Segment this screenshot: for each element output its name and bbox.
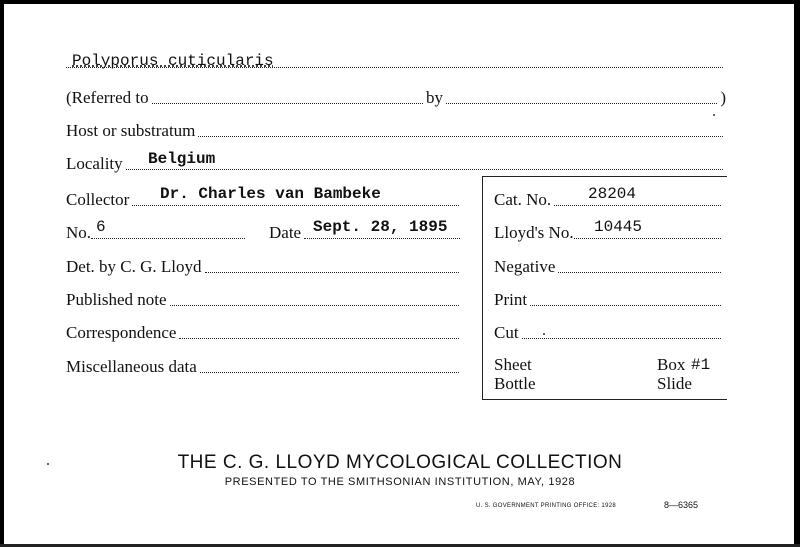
number-value: 6 (96, 218, 106, 236)
negative-label: Negative (494, 257, 556, 276)
locality-label: Locality (66, 154, 123, 173)
referred-by-dotted-line (446, 103, 717, 104)
collection-title: THE C. G. LLOYD MYCOLOGICAL COLLECTION (177, 452, 623, 473)
referred-dotted-line (152, 103, 423, 104)
collection-subtitle: PRESENTED TO THE SMITHSONIAN INSTITUTION, MAY, 1928 (224, 476, 576, 488)
cat-no-value: 28204 (588, 185, 637, 203)
number-row (66, 219, 248, 243)
bottle-label: Bottle (494, 374, 536, 393)
host-label: Host or substratum (66, 121, 196, 140)
collector-value: Dr. Charles van Bambeke (160, 185, 381, 203)
cut-label: Cut (494, 323, 519, 342)
cat-no-label: Cat. No. (494, 190, 552, 209)
printer-imprint: U. S. GOVERNMENT PRINTING OFFICE: 1928 (476, 503, 616, 509)
misc-row (66, 353, 462, 377)
negative-row (494, 253, 724, 277)
referred-by-label: by (425, 88, 443, 107)
misc-dotted-line (200, 372, 459, 373)
lloyd-no-label: Lloyd's No. (494, 223, 574, 242)
det-row (66, 253, 462, 277)
cut-row (494, 319, 724, 343)
lloyd-no-value: 10445 (594, 218, 643, 236)
cut-dotted-line (522, 338, 721, 339)
cat-no-dotted-line (554, 205, 721, 206)
correspondence-dotted-line (179, 338, 459, 339)
scan-edge-top (0, 0, 800, 4)
box-label: Box (657, 355, 686, 374)
published-row (66, 286, 462, 310)
slide-label: Slide (657, 374, 692, 393)
print-label: Print (494, 290, 528, 309)
locality-value: Belgium (148, 150, 216, 168)
sheet-label: Sheet (494, 355, 532, 374)
date-label: Date (269, 223, 302, 242)
host-dotted-line (198, 136, 723, 137)
print-row (494, 286, 724, 310)
date-value: Sept. 28, 1895 (313, 218, 448, 236)
print-dotted-line (530, 305, 721, 306)
species-name: Polyporus cuticularis (72, 52, 274, 70)
box-value: #1 (691, 356, 711, 374)
published-dotted-line (170, 305, 459, 306)
scan-speck (47, 463, 49, 465)
host-row (66, 117, 726, 141)
number-label: No. (66, 223, 92, 242)
scan-speck (713, 114, 715, 116)
referred-close: ) (720, 88, 727, 107)
det-dotted-line (205, 272, 459, 273)
misc-label: Miscellaneous data (66, 357, 197, 376)
locality-dotted-line (126, 169, 723, 170)
det-label: Det. by C. G. Lloyd (66, 257, 202, 276)
referred-label: (Referred to (66, 88, 149, 107)
referred-row (66, 84, 726, 108)
collector-label: Collector (66, 190, 130, 209)
form-number: 8—6365 (664, 500, 699, 510)
correspondence-label: Correspondence (66, 323, 177, 342)
negative-dotted-line (558, 272, 721, 273)
lloyd-no-dotted-line (574, 238, 721, 239)
correspondence-row (66, 319, 462, 343)
date-dotted-line (304, 238, 460, 239)
published-label: Published note (66, 290, 167, 309)
scan-speck (543, 333, 545, 335)
number-dotted-line (91, 238, 245, 239)
collector-dotted-line (132, 205, 459, 206)
